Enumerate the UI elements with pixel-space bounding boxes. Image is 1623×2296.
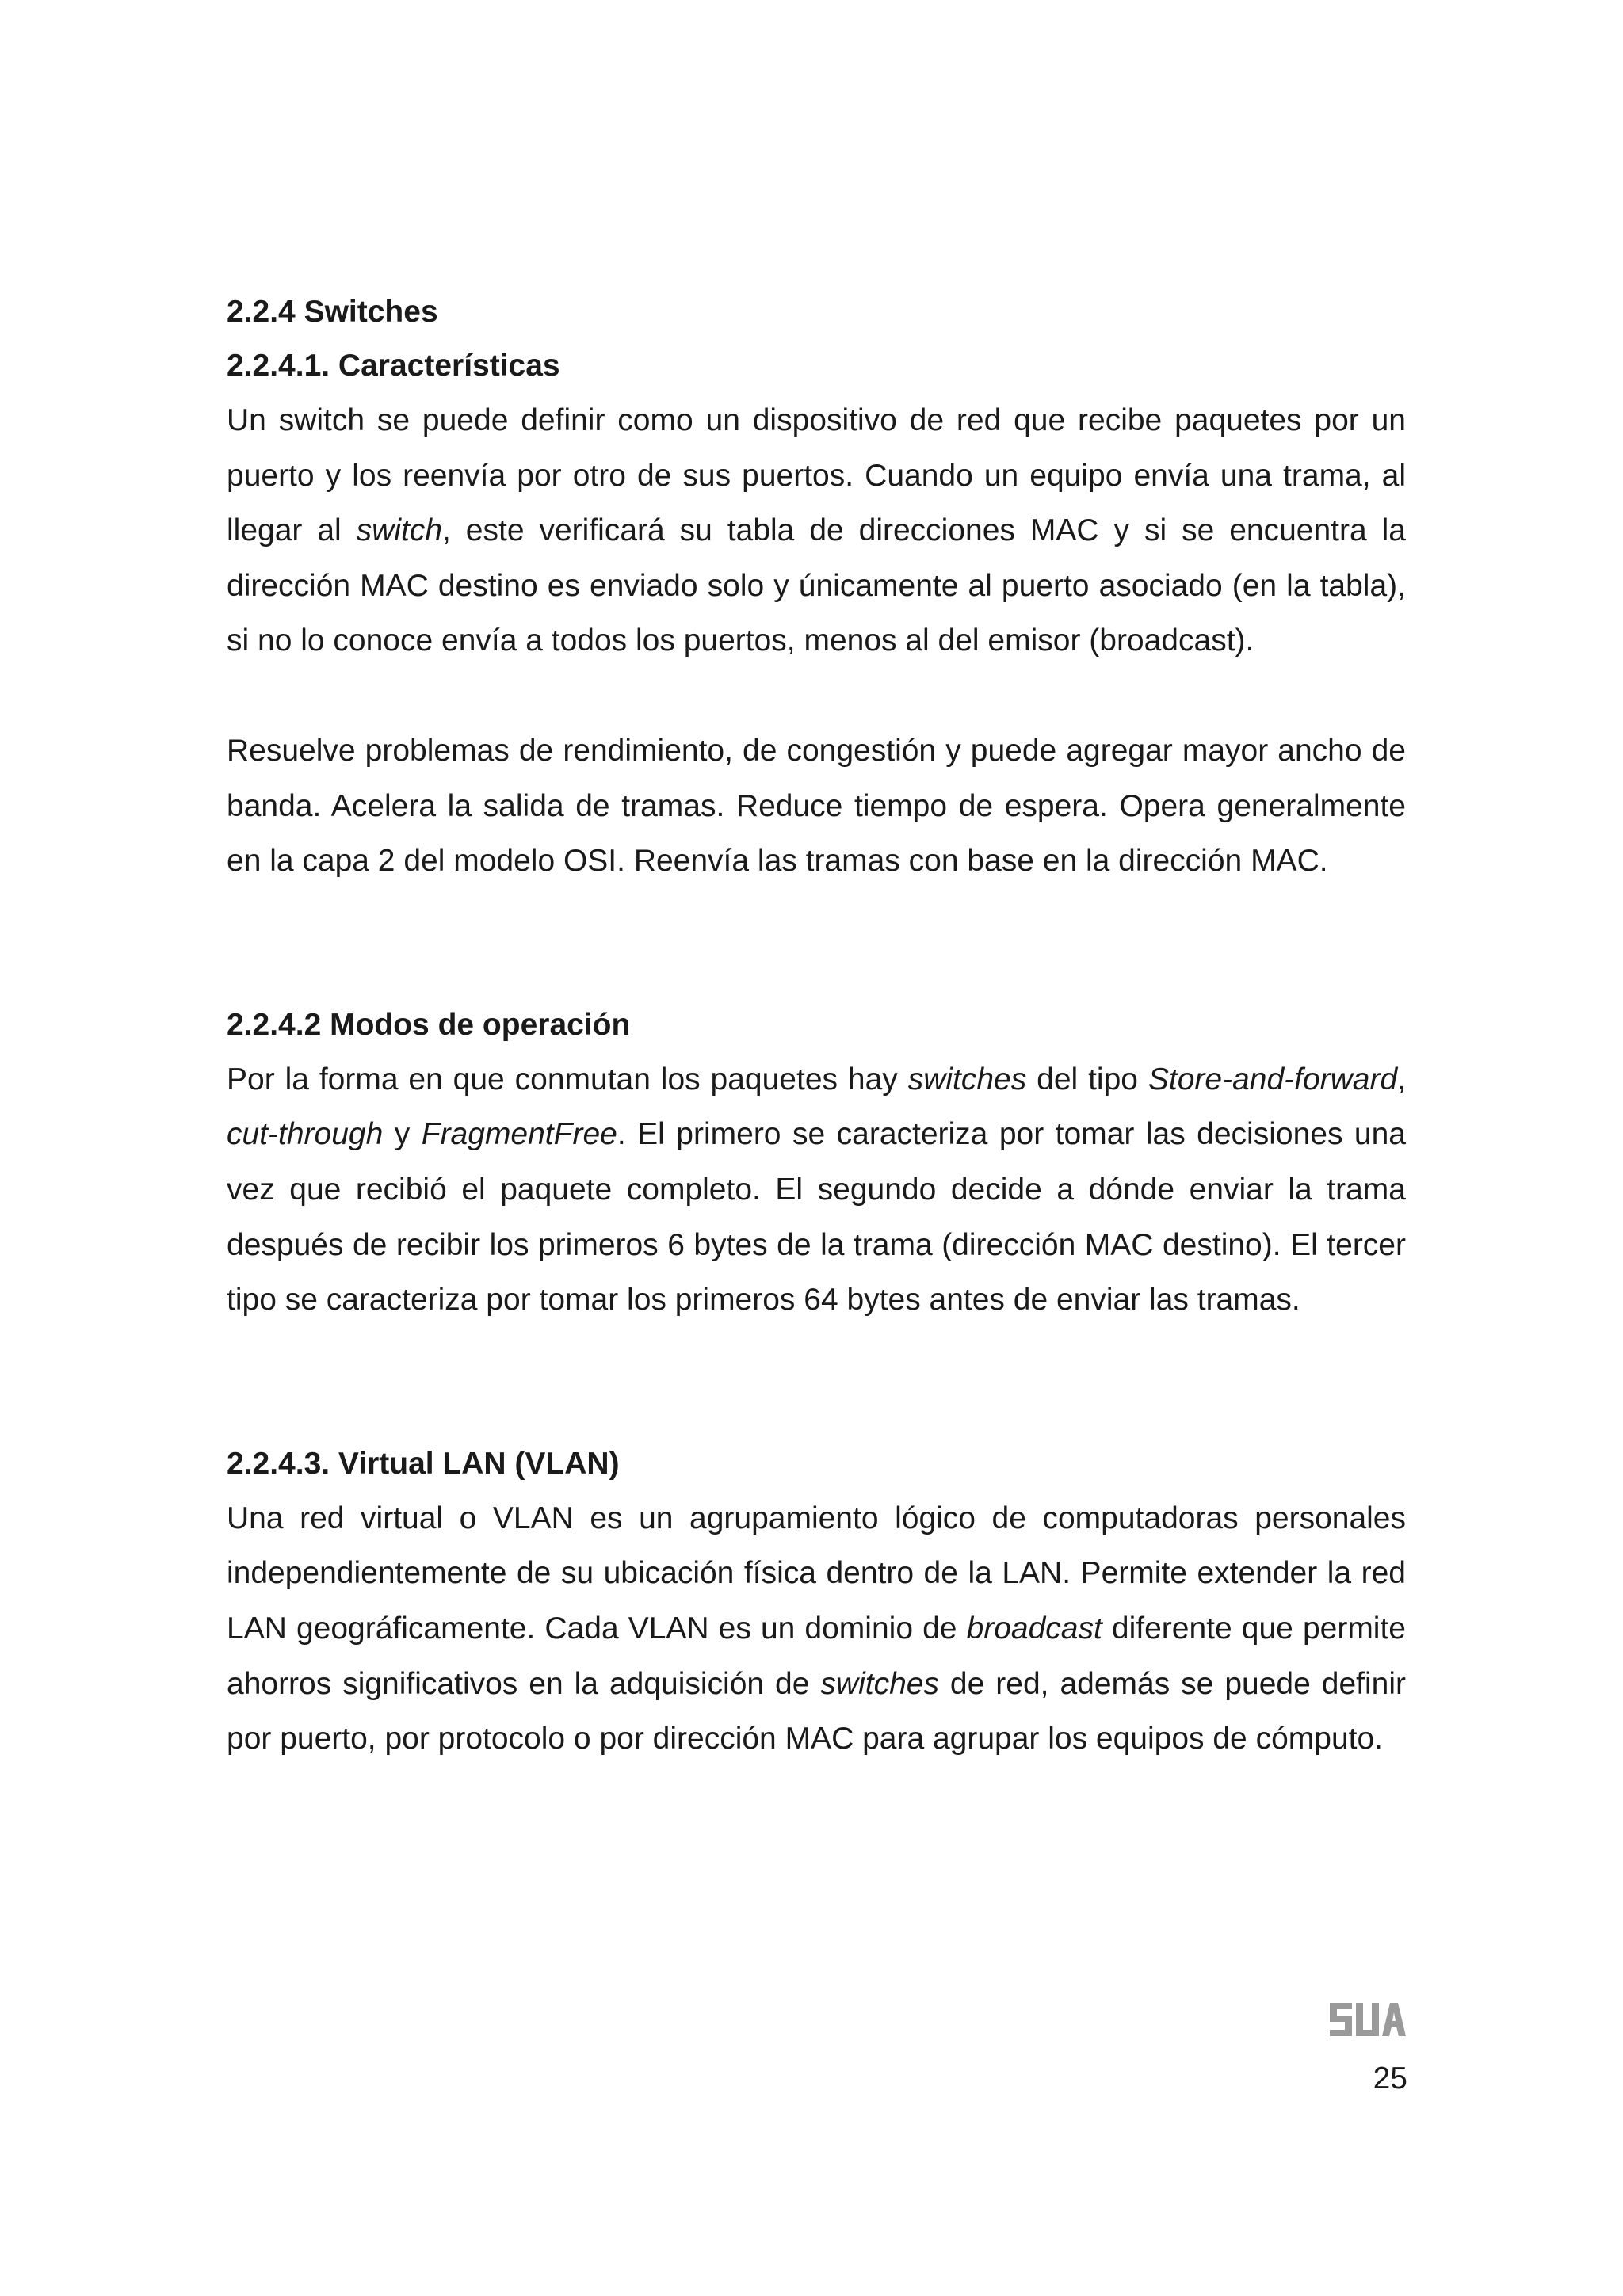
- section-heading-caracteristicas: 2.2.4.1. Características: [227, 349, 560, 383]
- paragraph-vlan: [227, 1491, 1406, 1767]
- italic-term: broadcast: [966, 1611, 1102, 1646]
- italic-term: switches: [820, 1666, 939, 1701]
- section-spacer: [227, 889, 1406, 998]
- text-run: Una red virtual o VLAN es un agrupamiento lógico de computadoras personales independientemente de su ubicación física dentro de la LAN. Permite extender la red LAN geográficamente. Cada VLAN es un dominio de: [227, 1501, 1406, 1646]
- text-run: y: [383, 1117, 422, 1152]
- italic-term: switches: [907, 1062, 1027, 1097]
- italic-term: switch: [356, 513, 443, 548]
- page-content: [227, 285, 1406, 1767]
- text-run: Un switch se puede definir como un dispositivo de red que recibe paquetes por un puerto y los reenvía por otro de sus puertos. Cuando un equipo envía una trama, al llegar al: [227, 403, 1406, 548]
- text-run: Resuelve problemas de rendimiento, de congestión y puede agregar mayor ancho de banda. Acelera la salida de tramas. Reduce tiempo de espera. Opera generalmente en la capa 2 del modelo OSI. Reenvía las tramas con base en la dirección MAC.: [227, 733, 1406, 879]
- text-run: del tipo: [1026, 1062, 1148, 1097]
- italic-term: Store-and-forward: [1148, 1062, 1398, 1097]
- section-heading-switches: 2.2.4 Switches: [227, 295, 438, 329]
- italic-term: FragmentFree: [421, 1117, 617, 1152]
- text-run: , este verificará su tabla de direcciones MAC y si se encuentra la dirección MAC destino es enviado solo y únicamente al puerto asociado (en la tabla), si no lo conoce envía a todos los puertos, menos al del emisor (broadcast).: [227, 513, 1406, 658]
- text-run: de red, además se puede definir por puerto, por protocolo o por dirección MAC para agrupar los equipos de cómputo.: [227, 1666, 1406, 1756]
- paragraph-caracteristicas-1: [227, 393, 1406, 669]
- text-run: Por la forma en que conmutan los paquetes hay: [227, 1062, 908, 1097]
- paragraph-spacer: [227, 669, 1406, 723]
- page-number: 25: [1373, 2061, 1407, 2096]
- text-run: diferente que permite ahorros significativos en la adquisición de: [227, 1611, 1406, 1701]
- text-run: ,: [1397, 1062, 1407, 1097]
- paragraph-modos-operacion: [227, 1052, 1406, 1328]
- section-heading-modos-operacion: 2.2.4.2 Modos de operación: [227, 1007, 631, 1042]
- logo-text: SUA: [536, 1207, 538, 1208]
- italic-term: cut-through: [227, 1117, 384, 1152]
- text-run: . El primero se caracteriza por tomar las decisiones una vez que recibió el paquete completo. El segundo decide a dónde enviar la trama después de recibir los primeros 6 bytes de la trama (dirección MAC destino). El tercer tipo se caracteriza por tomar los primeros 64 bytes antes de enviar las tramas.: [227, 1117, 1406, 1318]
- paragraph-caracteristicas-2: [227, 723, 1406, 889]
- section-spacer: [227, 1328, 1406, 1437]
- section-heading-vlan: 2.2.4.3. Virtual LAN (VLAN): [227, 1446, 620, 1481]
